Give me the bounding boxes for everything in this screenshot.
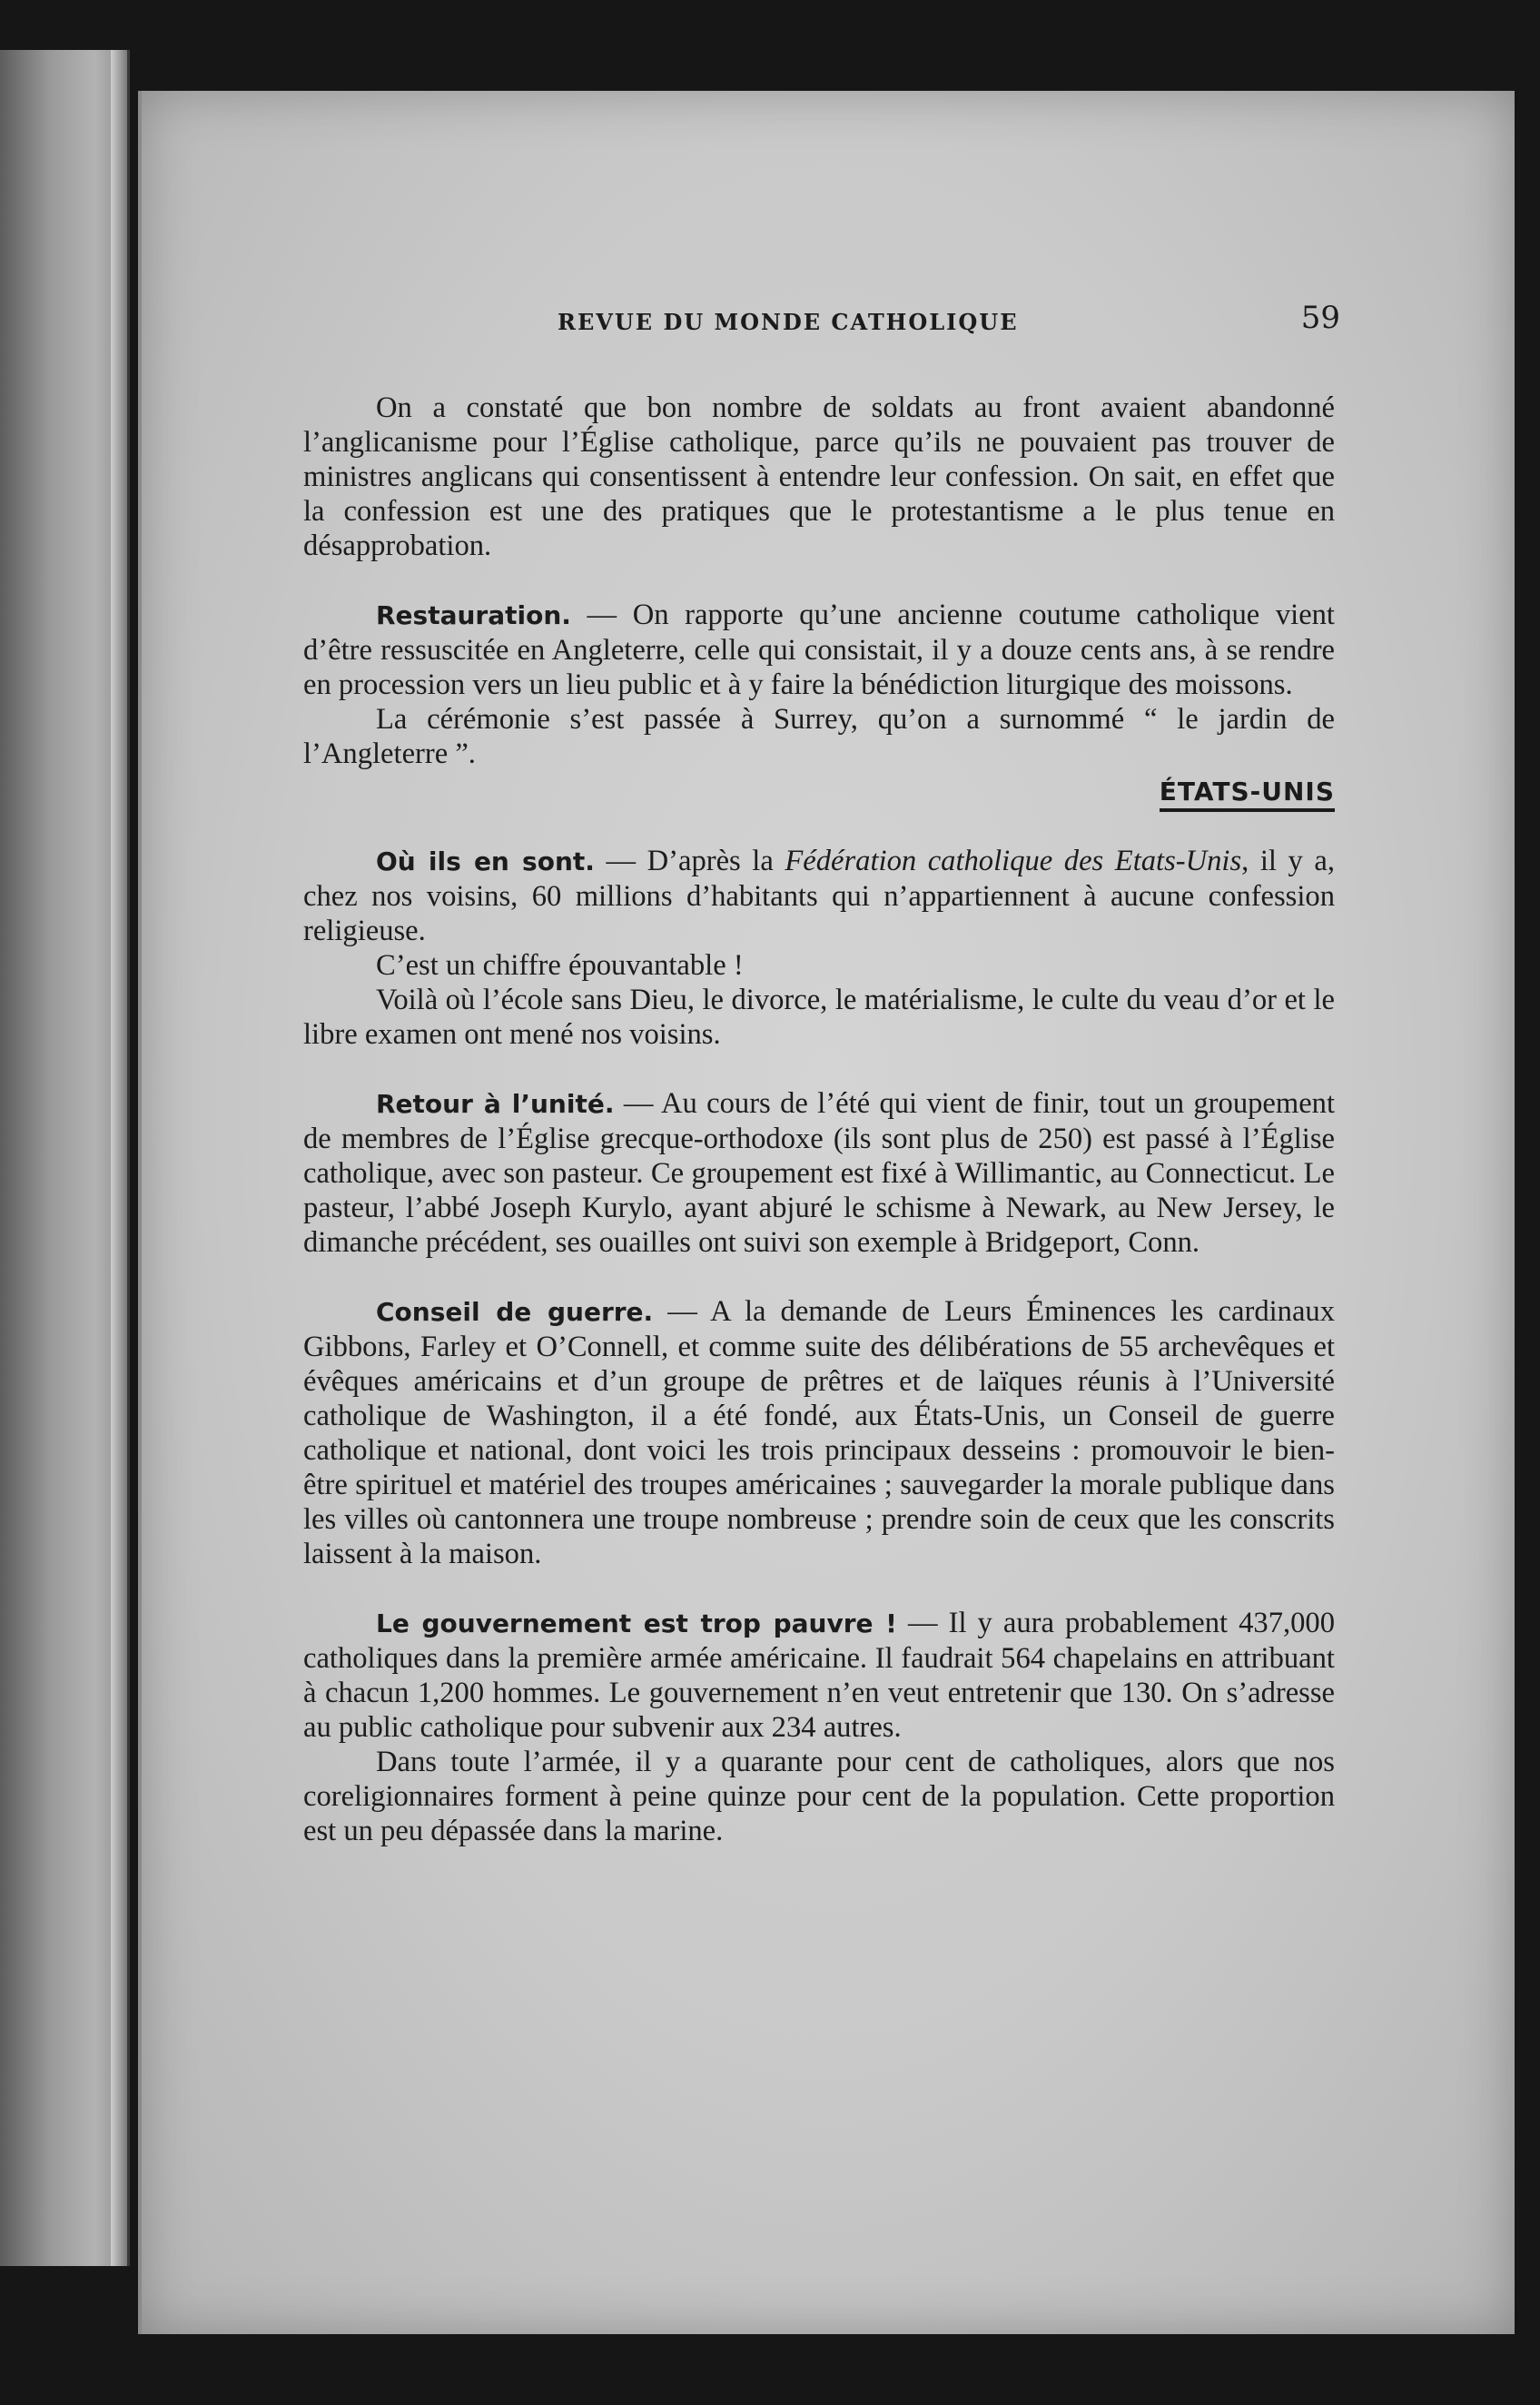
paragraph-armee: Dans toute l’armée, il y a quarante pour cent de catholiques, alors que nos coreligionnaires forment à peine quinze pour cent de la population. Cette proportion est un peu dépassée dans la marine. bbox=[303, 1746, 1335, 1847]
paragraph-conseil-de-guerre bbox=[303, 1294, 1335, 1571]
paragraph-lead: Le gouvernement est trop pauvre ! bbox=[376, 1608, 897, 1638]
page-number: 59 bbox=[1300, 300, 1340, 336]
paragraph-text: , il y a, chez nos voisins, 60 millions d’habitants qui n’appartiennent à aucune confession religieuse. bbox=[303, 845, 1336, 947]
page-header bbox=[142, 300, 1515, 354]
book-page bbox=[138, 91, 1515, 2334]
paragraph-chiffre: C’est un chiffre épouvantable ! bbox=[376, 949, 744, 982]
paragraph-lead: Conseil de guerre. bbox=[376, 1297, 654, 1327]
paragraph-lead: Restauration. bbox=[376, 600, 571, 630]
paragraph-anglicanisme: On a constaté que bon nombre de soldats au front avaient abandonné l’anglicanisme pour l’Église catholique, parce qu’ils ne pouvaient pas trouver de ministres anglicans qui consentissent à entendre leur confession. On sait, en effet que la confession est une des pratiques que le protestantisme a le plus tenue en désapprobation. bbox=[303, 391, 1335, 562]
paragraph-surrey: La cérémonie s’est passée à Surrey, qu’on a surnommé “ le jardin de l’Angleterre ”. bbox=[303, 703, 1335, 770]
article-body bbox=[303, 391, 1335, 1848]
running-head: REVUE DU MONDE CATHOLIQUE bbox=[558, 309, 1019, 335]
paragraph-lead: Retour à l’unité. bbox=[376, 1089, 615, 1119]
paragraph-gouvernement bbox=[303, 1606, 1335, 1745]
paragraph-voila: Voilà où l’école sans Dieu, le divorce, le matérialisme, le culte du veau d’or et le libre examen ont mené nos voisins. bbox=[303, 984, 1335, 1051]
section-heading-text: ÉTATS-UNIS bbox=[1160, 777, 1335, 812]
italic-title: Fédération catholique des Etats-Unis bbox=[785, 845, 1242, 877]
previous-page-margin bbox=[111, 50, 127, 2266]
paragraph-retour-unite bbox=[303, 1086, 1335, 1260]
paragraph-text: — A la demande de Leurs Éminences les cardinaux Gibbons, Farley et O’Connell, et comme suite des délibérations de 55 archevêques et évêques américains et d’un groupe de prêtres et de laïques réunis à l’Université catholique de Washington, il a été fondé, aux États-Unis, un Conseil de guerre catholique et national, dont voici les trois principaux desseins : promouvoir le bien-être spirituel et matériel des troupes américaines ; sauvegarder la morale publique dans les villes où cantonnera une troupe nombreuse ; prendre soin de ceux que les conscrits laissent à la maison. bbox=[303, 1295, 1335, 1570]
paragraph-text: — Il y aura probablement 437,000 catholiques dans la première armée américaine. Il faudrait 564 chapelains en attribuant à chacun 1,200 hommes. Le gouvernement n’en veut entretenir que 130. On s’adresse au public catholique pour subvenir aux 234 autres. bbox=[303, 1607, 1336, 1744]
paragraph-lead: Où ils en sont. bbox=[376, 846, 595, 876]
section-heading bbox=[303, 775, 1335, 809]
paragraph-ou-ils-en-sont bbox=[303, 844, 1335, 948]
paragraph-text: — D’après la bbox=[594, 845, 785, 877]
paragraph-text: — Au cours de l’été qui vient de finir, tout un groupement de membres de l’Église grecque-orthodoxe (ils sont plus de 250) est passé à l’Église catholique, avec son pasteur. Ce groupement est fixé à Willimantic, au Connecticut. Le pasteur, l’abbé Joseph Kurylo, ayant abjuré le schisme à Newark, au New Jersey, le dimanche précédent, ses ouailles ont suivi son exemple à Bridgeport, Conn. bbox=[303, 1087, 1335, 1259]
paragraph-restauration bbox=[303, 598, 1335, 702]
paragraph-text: — On rapporte qu’une ancienne coutume catholique vient d’être ressuscitée en Angleterre, celle qui consistait, il y a douze cents ans, à se rendre en procession vers un lieu public et à y faire la bénédiction liturgique des moissons. bbox=[303, 599, 1335, 701]
